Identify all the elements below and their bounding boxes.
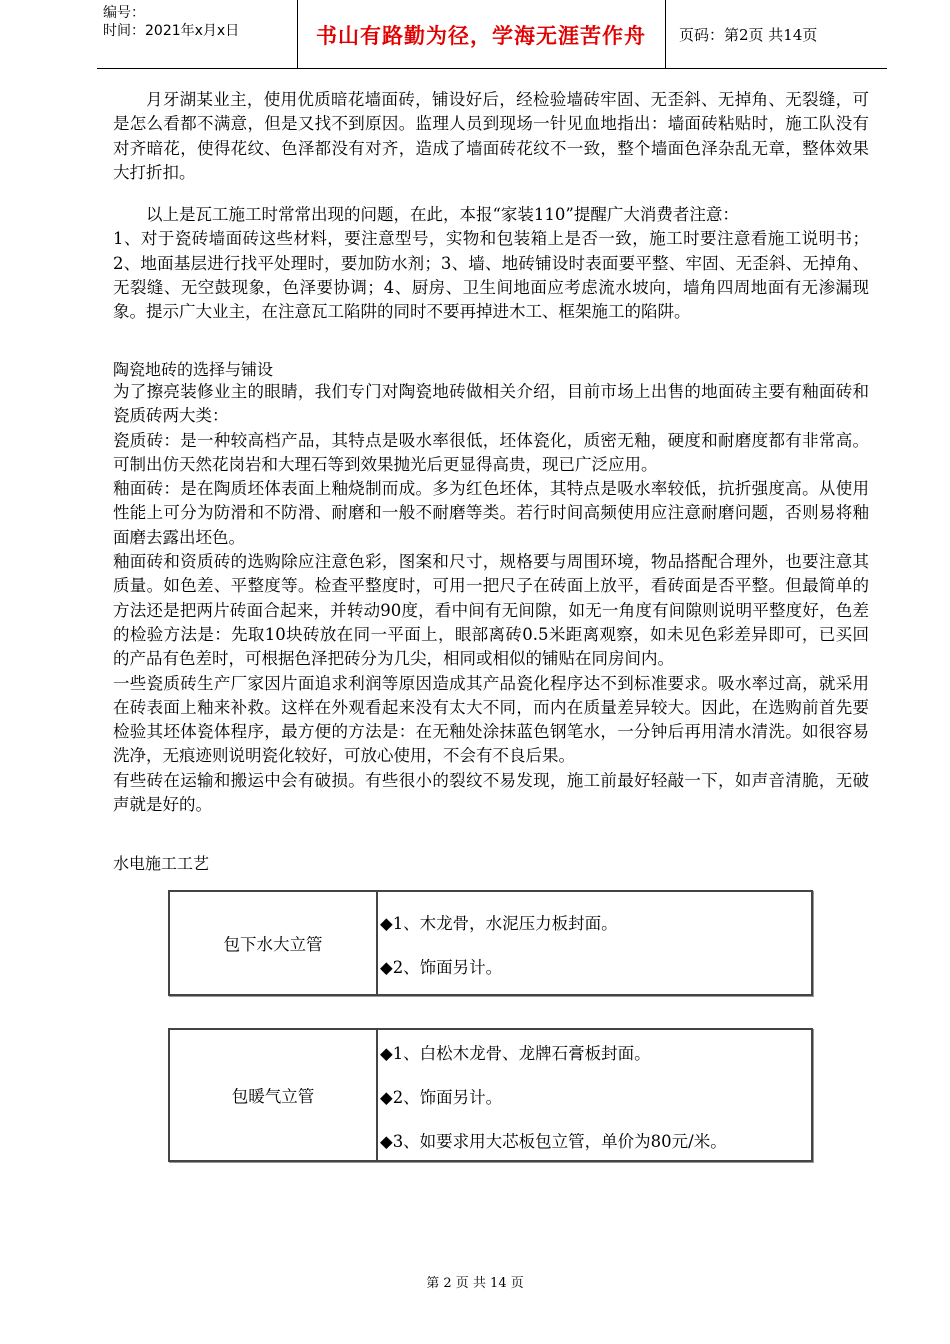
section-title-tiles: 陶瓷地砖的选择与铺设	[113, 360, 274, 379]
table-item: ◆2、饰面另计。	[380, 1088, 503, 1107]
paragraph-text: 釉面砖和资质砖的选购除应注意色彩，图案和尺寸，规格要与周围环境，物品搭配合理外，也要注意其质量。如色差、平整度等。检查平整度时，可用一把尺子在砖面上放平，看砖面是否平整。但最简单的方法还是把两片砖面合起来，并转动90度，看中间有无间隙，如无一角度有间隙则说明平整度好，色差的检验方法是：先取10块砖放在同一平面上，眼部离砖0.5米距离观察，如未见色彩差异即可，已买回的产品有色差时，可根据色泽把砖分为几尖，相同或相似的铺贴在同房间内。	[113, 552, 869, 669]
header-page-info: 页码：第2页 共14页	[679, 26, 818, 44]
page-header	[97, 0, 887, 69]
table-items-cell	[378, 892, 811, 994]
table-label: 包暖气立管	[231, 1087, 315, 1106]
time-label: 时间：2021年x月x日	[103, 23, 240, 39]
paragraph-text: 为了擦亮装修业主的眼睛，我们专门对陶瓷地砖做相关介绍，目前市场上出售的地面砖主要有釉面砖和瓷质砖两大类：	[113, 382, 869, 426]
number-label: 编号：	[103, 5, 145, 21]
paragraph-text: 有些砖在运输和搬运中会有破损。有些很小的裂纹不易发现，施工前最好轻敲一下，如声音清脆，无破声就是好的。	[113, 770, 869, 815]
table-item: ◆1、木龙骨，水泥压力板封面。	[380, 914, 618, 933]
table-item: ◆1、白松木龙骨、龙牌石膏板封面。	[380, 1044, 651, 1063]
table-item: ◆3、如要求用大芯板包立管，单价为80元/米。	[380, 1132, 727, 1151]
paragraph-text: 釉面砖：是在陶质坯体表面上釉烧制而成。多为红色坯体，其特点是吸水率较低，抗折强度高。从使用性能上可分为防滑和不防滑、耐磨和一般不耐磨等类。若行时间高频使用应注意耐磨问题，否则易将釉面磨去露出坯色。	[113, 479, 869, 547]
paragraph-text: 月牙湖某业主，使用优质暗花墙面砖，铺设好后，经检验墙砖牢固、无歪斜、无掉角、无裂缝，可是怎么看都不满意，但是又找不到原因。监理人员到现场一针见血地指出：墙面砖粘贴时，施工队没有对齐暗花，使得花纹、色泽都没有对齐，造成了墙面砖花纹不一致，整个墙面色泽杂乱无章，整体效果大打折扣。	[113, 90, 869, 182]
page-footer: 第 2 页 共 14 页	[426, 1276, 524, 1291]
header-divider	[665, 0, 666, 68]
header-motto: 书山有路勤为径，学海无涯苦作舟	[316, 24, 646, 48]
paragraph-1	[113, 88, 869, 185]
table-label-cell	[170, 892, 378, 994]
spec-table	[168, 890, 813, 996]
section-tiles-body	[113, 380, 869, 817]
header-meta	[103, 4, 239, 40]
section-title-plumbing: 水电施工工艺	[113, 854, 210, 873]
paragraph-lead: 以上是瓦工施工时常常出现的问题，在此，本报“家装110”提醒广大消费者注意：	[146, 205, 739, 224]
paragraph-text: 一些瓷质砖生产厂家因片面追求利润等原因造成其产品瓷化程序达不到标准要求。吸水率过高，就采用在砖表面上釉来补救。这样在外观看起来没有太大不同，而内在质量差异较大。因此，在选购前首先要检验其坯体瓷体程序，最方便的方法是：在无釉处涂抹蓝色钢笔水，一分钟后再用清水清洗。如很容易洗净，无痕迹则说明瓷化较好，可放心使用，不会有不良后果。	[113, 673, 869, 766]
paragraph-text: 瓷质砖：是一种较高档产品，其特点是吸水率很低，坯体瓷化，质密无釉，硬度和耐磨度都有非常高。可制出仿天然花岗岩和大理石等到效果抛光后更显得高贵，现已广泛应用。	[113, 430, 869, 474]
spec-table	[168, 1028, 813, 1162]
paragraph-2	[113, 203, 869, 324]
table-label: 包下水大立管	[223, 935, 323, 954]
table-item: ◆2、饰面另计。	[380, 958, 503, 977]
table-items-cell	[378, 1030, 811, 1160]
paragraph-text: 1、对于瓷砖墙面砖这些材料，要注意型号，实物和包装箱上是否一致，施工时要注意看施工说明书；2、地面基层进行找平处理时，要加防水剂；3、墙、地砖铺设时表面要平整、牢固、无歪斜、无掉角、无裂缝、无空鼓现象，色泽要协调；4、厨房、卫生间地面应考虑流水坡向，墙角四周地面有无渗漏现象。提示广大业主，在注意瓦工陷阱的同时不要再掉进木工、框架施工的陷阱。	[113, 229, 869, 322]
table-label-cell	[170, 1030, 378, 1160]
